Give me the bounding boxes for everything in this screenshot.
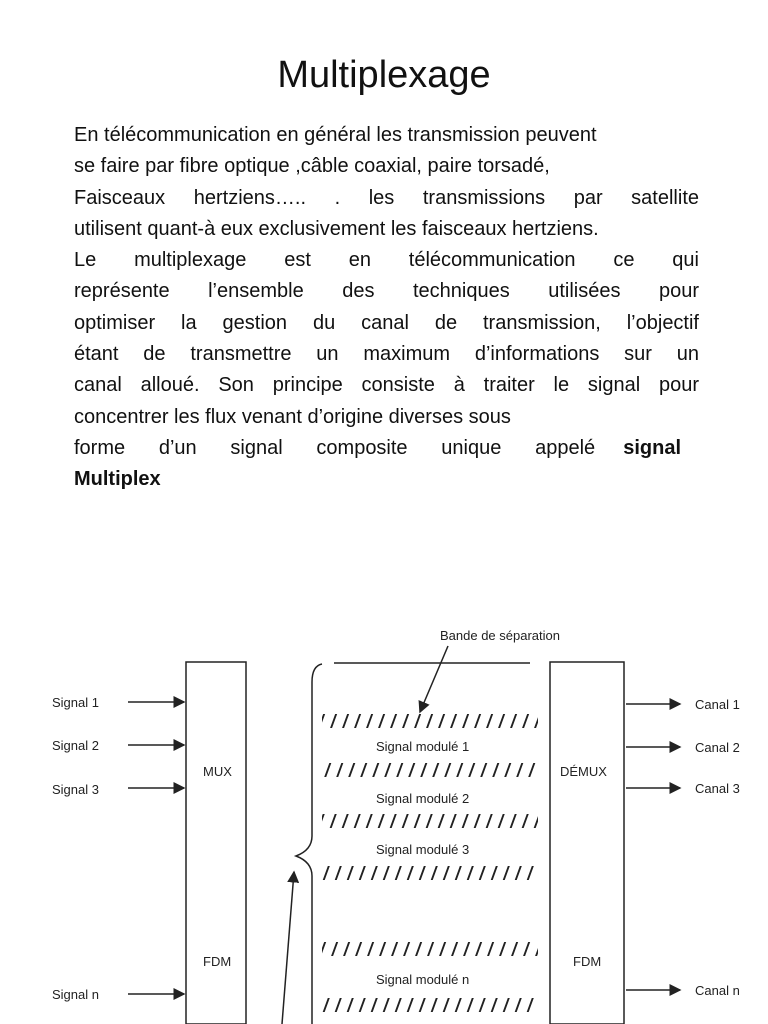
frequency-axis-arrow [282, 872, 294, 1024]
paragraph-line: canal alloué. Son principe consiste à traiter le signal pour [74, 374, 699, 397]
demux-box [550, 662, 624, 1024]
hatched-band [322, 998, 538, 1012]
output-label: Canal n [695, 983, 740, 998]
paragraph-line: étant de transmettre un maximum d’informations sur un [74, 343, 699, 366]
hatched-band [322, 714, 538, 728]
page-title: Multiplexage [277, 54, 491, 96]
band-label: Bande de séparation [440, 628, 560, 643]
hatched-band [322, 866, 538, 880]
input-label: Signal 2 [52, 738, 99, 753]
fdm-multiplexing-diagram [0, 610, 768, 1024]
word: forme [74, 436, 126, 459]
output-label: Canal 3 [695, 781, 740, 796]
paragraph-line [74, 433, 595, 464]
word: signal [230, 436, 283, 459]
band-pointer-arrow [420, 646, 448, 712]
bold-term: signal [623, 436, 681, 459]
input-label: Signal 1 [52, 695, 99, 710]
paragraph-line-last-split [74, 433, 699, 464]
paragraph-line: utilisent quant-à eux exclusivement les faisceaux hertziens. [74, 217, 599, 240]
modulated-signal-label: Signal modulé 3 [376, 842, 470, 857]
body-paragraph [74, 120, 699, 496]
hatched-band [322, 942, 538, 956]
modulated-signal-label: Signal modulé n [376, 972, 470, 987]
paragraph-line: En télécommunication en général les transmission peuvent [74, 124, 597, 146]
output-label: Canal 1 [695, 697, 740, 712]
word: d’un [158, 436, 197, 459]
word: unique [441, 436, 502, 459]
word: composite [316, 436, 408, 459]
hatched-band [322, 763, 538, 777]
modulated-signal-label: Signal modulé 1 [376, 739, 470, 754]
mux-label: MUX [203, 764, 232, 779]
paragraph-line: se faire par fibre optique ,câble coaxial, paire torsadé, [74, 155, 550, 178]
paragraph-line: concentrer les flux venant d’origine diverses sous [74, 405, 511, 428]
word: appelé [535, 436, 596, 459]
paragraph-line: Le multiplexage est en télécommunication ce qui [74, 249, 699, 272]
demux-label: DÉMUX [560, 764, 607, 779]
demux-fdm-label: FDM [573, 954, 602, 969]
paragraph-line: Faisceaux hertziens….. . les transmissions par satellite [74, 186, 699, 209]
modulated-signal-label: Signal modulé 2 [376, 791, 470, 806]
paragraph-line: représente l’ensemble des techniques utilisées pour [74, 280, 699, 303]
bold-term-continued: Multiplex [74, 468, 161, 491]
brace [296, 664, 322, 1024]
mux-fdm-label: FDM [203, 954, 232, 969]
input-label: Signal n [52, 987, 99, 1002]
paragraph-line: optimiser la gestion du canal de transmission, l’objectif [74, 311, 699, 334]
mux-box [186, 662, 246, 1024]
output-label: Canal 2 [695, 740, 740, 755]
hatched-band [322, 814, 538, 828]
input-label: Signal 3 [52, 782, 99, 797]
